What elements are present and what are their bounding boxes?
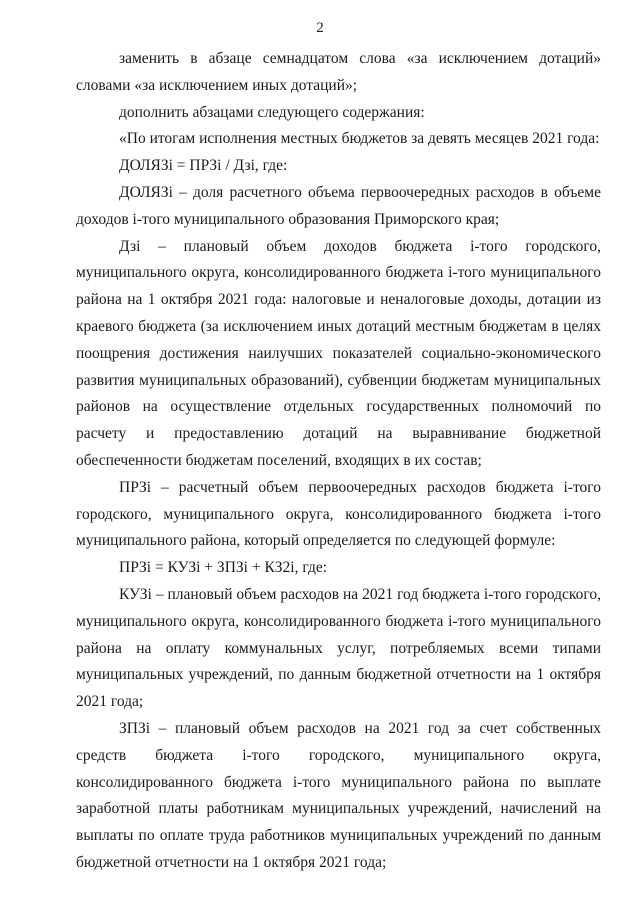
paragraph-add-intro: дополнить абзацами следующего содержания: bbox=[119, 103, 425, 121]
paragraph-results-heading: «По итогам исполнения местных бюджетов за девять месяцев 2021 года: bbox=[119, 130, 600, 148]
document-body bbox=[76, 46, 601, 877]
definition-priority-expenses: ПРЗi – расчетный объем первоочередных расходов бюджета i-того городского, муниципального округа, консолидированного бюджета i-того муниципального района, который определяется по следующей формуле: bbox=[76, 478, 601, 550]
formula-priority-expenses: ПРЗi = КУЗi + ЗПЗi + КЗ2i, где: bbox=[119, 559, 328, 577]
definition-salaries: ЗПЗi – плановый объем расходов на 2021 год за счет собственных средств бюджета i-того городского, муниципального округа, консолидированного бюджета i-того муниципального района по выплате заработной платы работникам муниципальных учреждений, начислений на выплаты по оплате труда работников муниципальных учреждений по данным бюджетной отчетности на 1 октября 2021 года; bbox=[76, 719, 601, 871]
definition-share: ДОЛЯЗi – доля расчетного объема первоочередных расходов в объеме доходов i-того муниципального образования Приморского края; bbox=[76, 183, 601, 228]
definition-utilities: КУЗi – плановый объем расходов на 2021 год бюджета i-того городского, муниципального округа, консолидированного бюджета i-того муниципального района на оплату коммунальных услуг, потребляемых всеми типами муниципальных учреждений, по данным бюджетной отчетности на 1 октября 2021 года; bbox=[76, 585, 601, 711]
formula-share: ДОЛЯЗi = ПРЗi / Дзi, где: bbox=[119, 157, 288, 175]
definition-income: Дзi – плановый объем доходов бюджета i-того городского, муниципального округа, консолидированного бюджета i-того муниципального района на 1 октября 2021 года: налоговые и неналоговые доходы, дотации из краевого бюджета (за исключением иных дотаций местным бюджетам в целях поощрения достижения наилучших показателей социально-экономического развития муниципальных образований), субвенции бюджетам муниципальных районов на осуществление отдельных государственных полномочий по расчету и предоставлению дотаций на выравнивание бюджетной обеспеченности бюджетам поселений, входящих в их состав; bbox=[76, 237, 601, 469]
page-number: 2 bbox=[316, 20, 324, 36]
paragraph-replace-words: заменить в абзаце семнадцатом слова «за исключением дотаций» словами «за исключением иных дотаций»; bbox=[76, 50, 601, 94]
